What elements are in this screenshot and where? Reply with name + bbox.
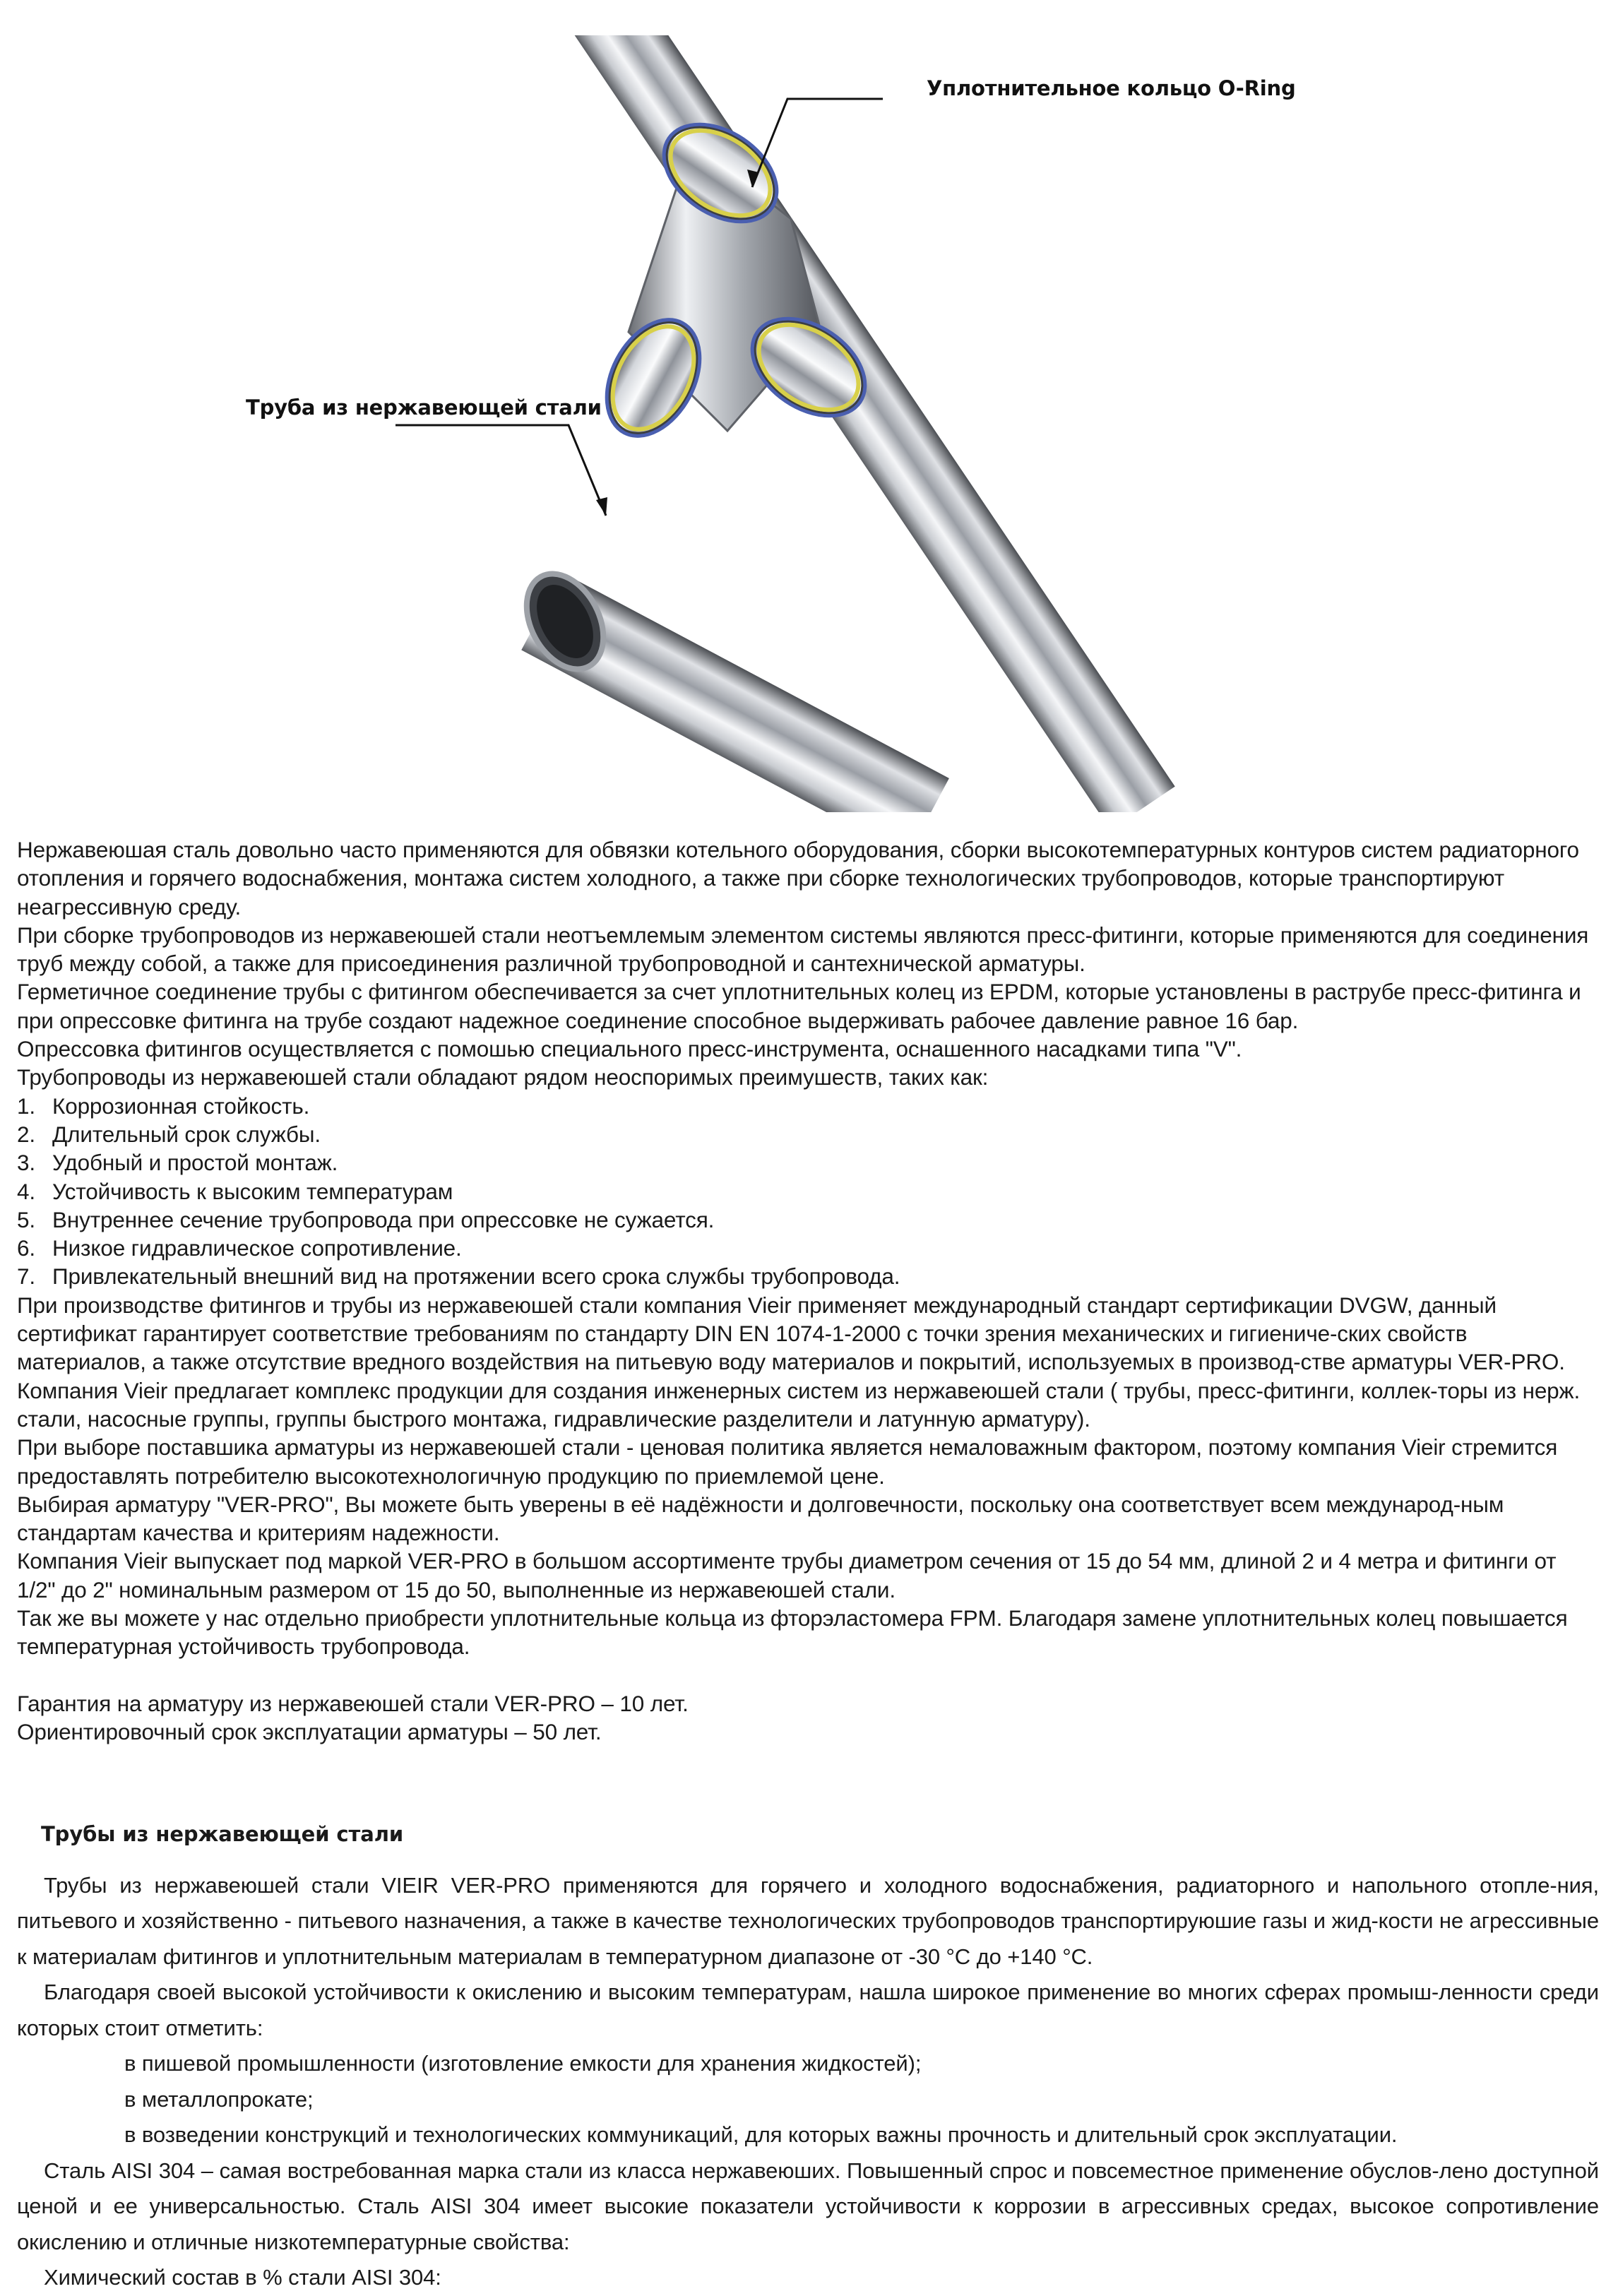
paragraph: Трубопроводы из нержавеюшей стали обладают рядом неоспоримых преимушеств, таких как:: [17, 1064, 989, 1090]
paragraph: При сборке трубопроводов из нержавеюшей стали неотъемлемым элементом системы являются пресс-фитинги, которые применяются для соединения труб между собой, а также для присоединения различной трубопроводной и сантехнической арматуры.: [17, 922, 1589, 977]
paragraph: Так же вы можете у нас отдельно приобрести уплотнительные кольца из фторэластомера FPM. Благодаря замене уплотнительных колец повышается температурная устойчивость трубопровода.: [17, 1605, 1568, 1660]
paragraph: Благодаря своей высокой устойчивости к окислению и высоким температурам, нашла широкое применение во многих сферах промыш-ленности среди которых стоит отметить:: [17, 1980, 1599, 2040]
list-item: 7. Привлекательный внешний вид на протяжении всего срока службы трубопровода.: [17, 1263, 900, 1290]
pipe-callout-label: Труба из нержавеющей стали: [246, 395, 602, 420]
pipe-tee-illustration: [395, 35, 1307, 812]
oring-callout-label: Уплотнительное кольцо O-Ring: [927, 76, 1296, 100]
warranty-line: Гарантия на арматуру из нержавеюшей стали VER-PRO – 10 лет.: [17, 1690, 689, 1716]
paragraph: Компания Vieir предлагает комплекс продукции для создания инженерных систем из нержавеюшей стали ( трубы, пресс-фитинги, коллек-торы из нерж. стали, насосные группы, группы быстрого монтажа, гидравлические разделители и латунную арматуру).: [17, 1377, 1581, 1432]
list-item: 5. Внутреннее сечение трубопровода при опрессовке не сужается.: [17, 1206, 715, 1232]
list-item: 3. Удобный и простой монтаж.: [17, 1150, 338, 1176]
paragraph: Трубы из нержавеюшей стали VIEIR VER-PRO применяются для горячего и холодного водоснабжения, радиаторного и напольного отопле-ния, питьевого и хозяйственно - питьевого назначения, а также в качестве технологических трубопроводов транспортируюшие газы и жид-кости не агрессивные к материалам фитингов и уплотнительным материалам в температурном диапазоне от -30 °С до +140 °С.: [17, 1872, 1599, 1969]
body-text: [17, 835, 1599, 1746]
paragraph: При выборе поставшика арматуры из нержавеюшей стали - ценовая политика является немаловажным фактором, поэтому компания Vieir стремится предоставлять потребителю высокотехнологичную продукцию по приемлемой цене.: [17, 1434, 1558, 1489]
tee-fitting: [588, 105, 883, 452]
paragraph: Выбирая арматуру "VER-PRO", Вы можете быть уверены в её надёжности и долговечности, поскольку она соответствует всем международ-ным стандартам качества и критериям надежности.: [17, 1491, 1504, 1546]
list-item: в возведении конструкций и технологических коммуникаций, для которых важны прочность и длительный срок эксплуатации.: [124, 2122, 1398, 2147]
service-life-line: Ориентировочный срок эксплуатации арматуры – 50 лет.: [17, 1718, 602, 1744]
paragraph: Сталь AISI 304 – самая востребованная марка стали из класса нержавеюших. Повышенный спрос и повсеместное применение обуслов-лено доступной ценой и ее универсальностью. Сталь AISI 304 имеет высокие показатели устойчивости к коррозии в агрессивных средах, высокое сопротивление окислению и отличные низкотемпературные свойства:: [17, 2158, 1599, 2254]
section-heading: Трубы из нержавеющей стали: [41, 1822, 404, 1846]
paragraph: Опрессовка фитингов осуществляется с помошью специального пресс-инструмента, оснашенного насадками типа "V".: [17, 1036, 1242, 1062]
paragraph: Нержавеюшая сталь довольно часто применяются для обвязки котельного оборудования, сборки высокотемпературных контуров систем радиаторного отопления и горячего водоснабжения, монтажа систем холодного, а также при сборке технологических трубопроводов, которые транспортируют неагрессивную среду.: [17, 837, 1579, 920]
stainless-pipes-section: [17, 1816, 1599, 2296]
list-item: 2. Длительный срок службы.: [17, 1121, 321, 1147]
paragraph: Герметичное соединение трубы с фитингом обеспечивается за счет уплотнительных колец из EPDM, которые установлены в раструбе пресс-фитинга и при опрессовке фитинга на трубе создают надежное соединение способное выдерживать рабочее давление равное 16 бар.: [17, 979, 1581, 1033]
list-item: 6. Низкое гидравлическое сопротивление.: [17, 1235, 462, 1261]
list-item: 4. Устойчивость к высоким температурам: [17, 1178, 453, 1204]
paragraph: При производстве фитингов и трубы из нержавеюшей стали компания Vieir применяет международный стандарт сертификации DVGW, данный сертификат гарантирует соответствие требованиям по стандарту DIN EN 1074-1-2000 с точки зрения механических и гигиениче-ских свойств материалов, а также отсутствие вредного воздействия на питьевую воду материалов и покрытий, используемых в производ-стве арматуры VER-PRO.: [17, 1292, 1565, 1375]
paragraph: Химический состав в % стали AISI 304:: [44, 2265, 441, 2290]
pipe-leader: [395, 425, 606, 516]
list-item: 1. Коррозионная стойкость.: [17, 1093, 310, 1119]
list-item: в пишевой промышленности (изготовление емкости для хранения жидкостей);: [124, 2051, 922, 2076]
paragraph: Компания Vieir выпускает под маркой VER-PRO в большом ассортименте трубы диаметром сечения от 15 до 54 мм, длиной 2 и 4 метра и фитинги от 1/2" до 2" номинальным размером от 15 до 50, выполненные из нержавеюшей стали.: [17, 1548, 1557, 1602]
list-item: в металлопрокате;: [124, 2086, 314, 2112]
advantages-list: [17, 1092, 1599, 1291]
